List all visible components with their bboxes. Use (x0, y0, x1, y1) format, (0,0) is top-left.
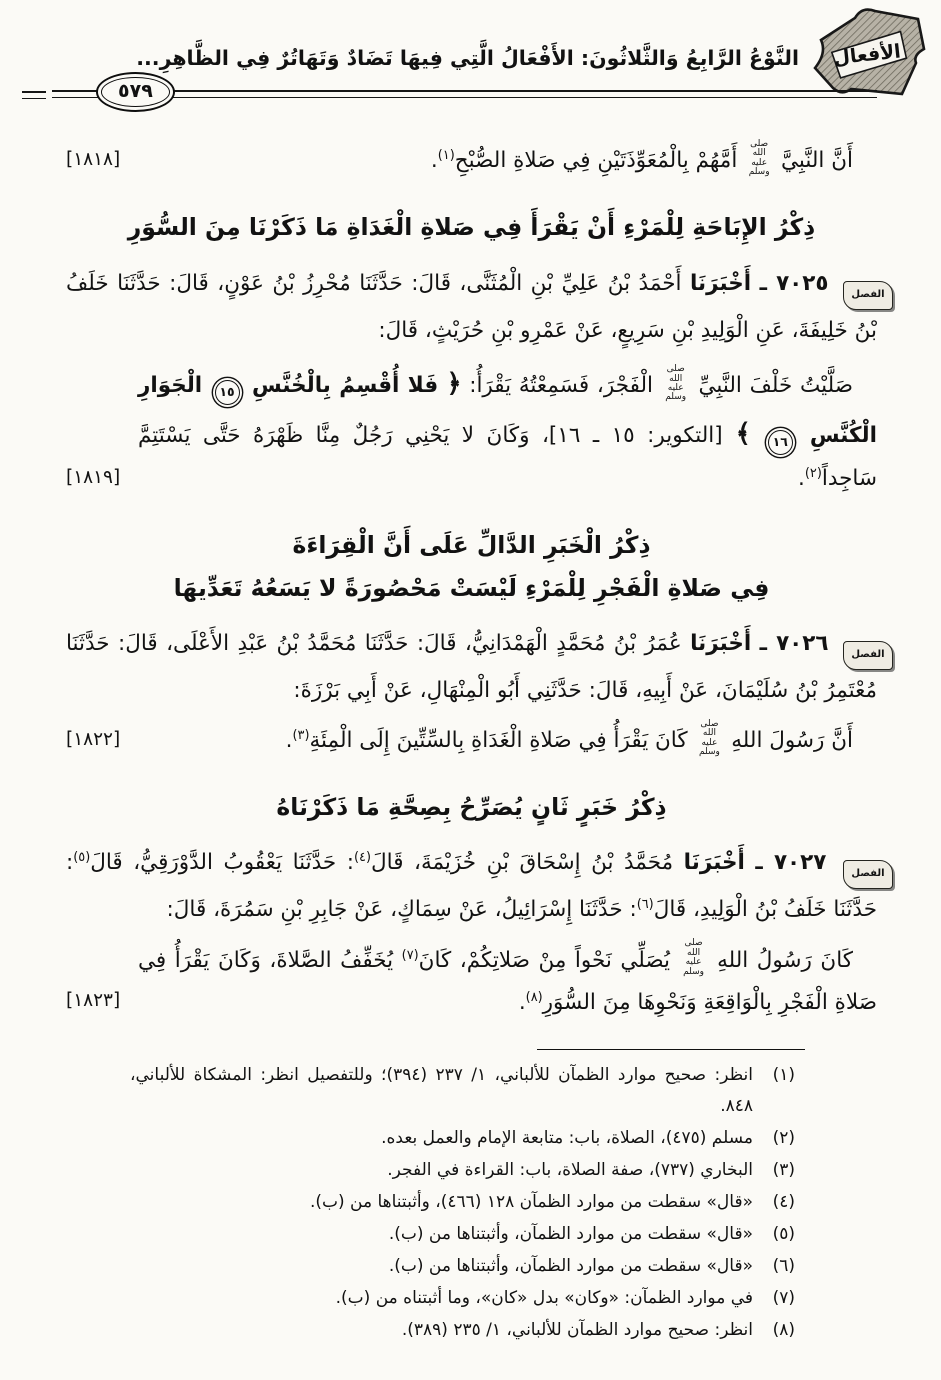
quran-text: فَلا أُقْسِمُ بِالْخُنَّسِ (251, 373, 439, 399)
footnote-item (130, 1283, 805, 1314)
hadith-number: ٧٠٢٥ ـ (759, 270, 829, 296)
page-number-badge (96, 72, 175, 112)
footnote-number: (٢) (772, 1128, 795, 1149)
footnote-number: (٣) (772, 1160, 795, 1181)
quote-open-bracket: ﴿ (446, 368, 462, 399)
header-rule (52, 90, 877, 98)
honorific-saw-icon: صلى الله عليه وسلم (665, 364, 687, 403)
footnote-text: في موارد الظمآن: «وكان» بدل «كان»، وما أثبتناه من (ب). (335, 1288, 753, 1308)
footnote-item (130, 1155, 805, 1186)
section-scroll-ornament-icon (843, 860, 893, 889)
footnote-item (130, 1187, 805, 1218)
hadith-ref-badge: [١٨٢٣] (66, 990, 121, 1012)
hadith-7027-isnad (66, 842, 885, 931)
footnote-separator (537, 1049, 805, 1050)
footnote-number: (١) (772, 1065, 795, 1086)
matn-text: صَلَّيْتُ خَلْفَ النَّبِيِّ صلى الله عليه وسلم الْفَجْرَ، فَسَمِعْتُهُ يَقْرَأُ: (469, 364, 853, 403)
isnad-text: أَحْمَدُ بْنُ عَلِيِّ بْنِ الْمُثَنَّى، قَالَ: حَدَّثَنَا مُحْرِزُ بْنُ عَوْنٍ، قَالَ: حَدَّثَنَا خَلَفُ بْنُ خَلِيفَةَ، عَنِ الْوَلِيدِ بْنِ سَرِيعٍ، عَنْ عَمْرِو بْنِ حُرَيْثٍ، قَالَ: (66, 270, 877, 343)
section-heading-2-line1: ذِكْرُ الْخَبَرِ الدَّالِّ عَلَى أَنَّ الْقِرَاءَةَ (292, 531, 651, 560)
matn-text: [التكوير: ١٥ ـ ١٦]، وَكَانَ لا يَحْنِي رَجُلٌ مِنَّا ظَهْرَهُ حَتَّى يَسْتَتِمَّ سَاجِداً$^{(٢)}$. (138, 422, 877, 492)
ornament-label: الفصل (851, 648, 885, 660)
hadith-number: ٧٠٢٧ ـ (755, 850, 827, 876)
matn-text: كَانَ رَسُولُ اللهِ صلى الله عليه وسلم يُصَلِّي نَحْواً مِنْ صَلاتِكُمْ، كَانَ$^{(٧)}$ يُخَفِّفُ الصَّلاةَ، وَكَانَ يَقْرَأُ فِي صَلاةِ الْفَجْرِ بِالْوَاقِعَةِ وَنَحْوِهَا مِنَ السُّوَرِ$^{(٨)}$. (138, 938, 877, 1015)
footnote-number: (٥) (772, 1224, 795, 1245)
footnote-item (130, 1060, 805, 1122)
hadith-ref-badge: [١٨١٨] (66, 149, 121, 171)
hadith-7026-matn (66, 720, 877, 762)
hadith-7027-matn (66, 939, 877, 1023)
quote-close-bracket: ﴾ (735, 417, 751, 448)
section-scroll-ornament-icon (843, 641, 893, 670)
running-head-title: النَّوْعُ الرَّابِعُ وَالثَّلاثُونَ: الأَفْعَالُ الَّتِي فِيهَا تَضَادٌ وَتَهَاتُرٌ فِي الظَّاهِرِ... (136, 46, 799, 70)
hadith-ref-badge: [١٨١٩] (66, 467, 121, 489)
footnote-number: (٦) (772, 1256, 795, 1277)
footnote-item (130, 1219, 805, 1250)
hadith-ref-badge: [١٨٢٢] (66, 729, 121, 750)
page-body (0, 120, 941, 1346)
page-number: ٥٧٩ (101, 77, 170, 107)
footnote-item (130, 1123, 805, 1154)
footnote-text: مسلم (٤٧٥)، الصلاة، باب: متابعة الإمام والعمل بعده. (381, 1128, 753, 1149)
section-tab-puzzle-icon (805, 4, 927, 100)
footnotes-block (130, 1049, 805, 1345)
footnote-number: (٧) (772, 1288, 795, 1308)
hadith-opener: أَخْبَرَنَا (689, 270, 752, 296)
honorific-saw-icon: صلى الله عليه وسلم (699, 718, 720, 758)
quran-text: الْجَوَارِ الْكُنَّسِ (138, 373, 877, 448)
hadith-tail-paragraph (66, 140, 877, 182)
header-edge-marks (22, 91, 46, 99)
section-heading-2 (66, 524, 877, 609)
page-header (0, 0, 941, 120)
hadith-number: ٧٠٢٦ ـ (759, 630, 829, 656)
footnote-text: انظر: صحيح موارد الظمآن للألباني، ١/ ٢٣٧ (٣٩٤)؛ وللتفصيل انظر: المشكاة للألباني، ٨٤٨. (130, 1065, 753, 1117)
hadith-tail-text: أَنَّ النَّبِيَّ صلى الله عليه وسلم أَمَّهُمْ بِالْمُعَوِّذَتَيْنِ فِي صَلاةِ الصُّبْحِ$^{(١)}$. (430, 139, 853, 178)
footnote-item (130, 1251, 805, 1282)
section-scroll-ornament-icon (843, 281, 893, 310)
footnote-text: «قال» سقطت من موارد الظمآن، وأثبتناها من (ب). (388, 1224, 753, 1245)
matn-text: أَنَّ رَسُولَ اللهِ صلى الله عليه وسلم كَانَ يَقْرَأُ فِي صَلاةِ الْغَدَاةِ بِالسِّتِّينَ إِلَى الْمِئَةِ$^{(٣)}$. (285, 718, 853, 758)
footnote-text: البخاري (٧٣٧)، صفة الصلاة، باب: القراءة في الفجر. (387, 1160, 753, 1181)
ornament-label: الفصل (851, 868, 885, 880)
honorific-saw-icon: صلى الله عليه وسلم (683, 938, 704, 977)
footnote-number: (٨) (772, 1319, 795, 1340)
isnad-text: عُمَرُ بْنُ مُحَمَّدٍ الْهَمْدَانِيُّ، قَالَ: حَدَّثَنَا مُحَمَّدُ بْنُ عَبْدِ الأَعْلَى، قَالَ: حَدَّثَنَا مُعْتَمِرُ بْنُ سُلَيْمَانَ، عَنْ أَبِيهِ، قَالَ: حَدَّثَنِي أَبُو الْمِنْهَالِ، عَنْ أَبِي بَرْزَةَ: (66, 630, 877, 703)
section-tab-label: الأفعال (832, 40, 902, 70)
hadith-opener: أَخْبَرَنَا (690, 630, 752, 656)
ornament-label: الفصل (851, 288, 885, 300)
footnote-text: «قال» سقطت من موارد الظمآن ١٢٨ (٤٦٦)، وأثبتناها من (ب). (309, 1192, 753, 1213)
isnad-text: مُحَمَّدُ بْنُ إِسْحَاقَ بْنِ خُزَيْمَةَ، قَالَ$^{(٤)}$: حَدَّثَنَا يَعْقُوبُ الدَّوْرَقِيُّ، قَالَ$^{(٥)}$: حَدَّثَنَا خَلَفُ بْنُ الْوَلِيدِ، قَالَ$^{(٦)}$: حَدَّثَنَا إِسْرَائِيلُ، عَنْ سِمَاكٍ، عَنْ جَابِرِ بْنِ سَمُرَةَ، قَالَ: (66, 850, 877, 923)
footnote-item (130, 1315, 805, 1346)
hadith-7025-matn (66, 359, 877, 500)
section-heading-3: ذِكْرُ خَبَرٍ ثَانٍ يُصَرِّحُ بِصِحَّةِ مَا ذَكَرْنَاهُ (276, 793, 667, 822)
footnote-text: انظر: صحيح موارد الظمآن للألباني، ١/ ٢٣٥ (٣٨٩). (401, 1319, 753, 1340)
hadith-7025-isnad (66, 263, 885, 352)
honorific-saw-icon: صلى الله عليه وسلم (748, 139, 770, 178)
section-heading-1: ذِكْرُ الإِبَاحَةِ لِلْمَرْءِ أَنْ يَقْرَأَ فِي صَلاةِ الْغَدَاةِ مَا ذَكَرْنَا مِنَ السُّوَرِ (127, 213, 816, 242)
section-heading-2-line2: فِي صَلاةِ الْفَجْرِ لِلْمَرْءِ لَيْسَتْ مَحْصُورَةً لا يَسَعُهُ تَعَدِّيهَا (173, 573, 770, 602)
hadith-opener: أَخْبَرَنَا (683, 850, 745, 876)
ayah-number-badge: ١٦ (768, 430, 793, 455)
hadith-7026-isnad (66, 623, 885, 712)
ayah-number-badge: ١٥ (215, 380, 240, 405)
footnote-number: (٤) (772, 1192, 795, 1213)
footnote-text: «قال» سقطت من موارد الظمآن، وأثبتناها من (ب). (388, 1256, 753, 1277)
